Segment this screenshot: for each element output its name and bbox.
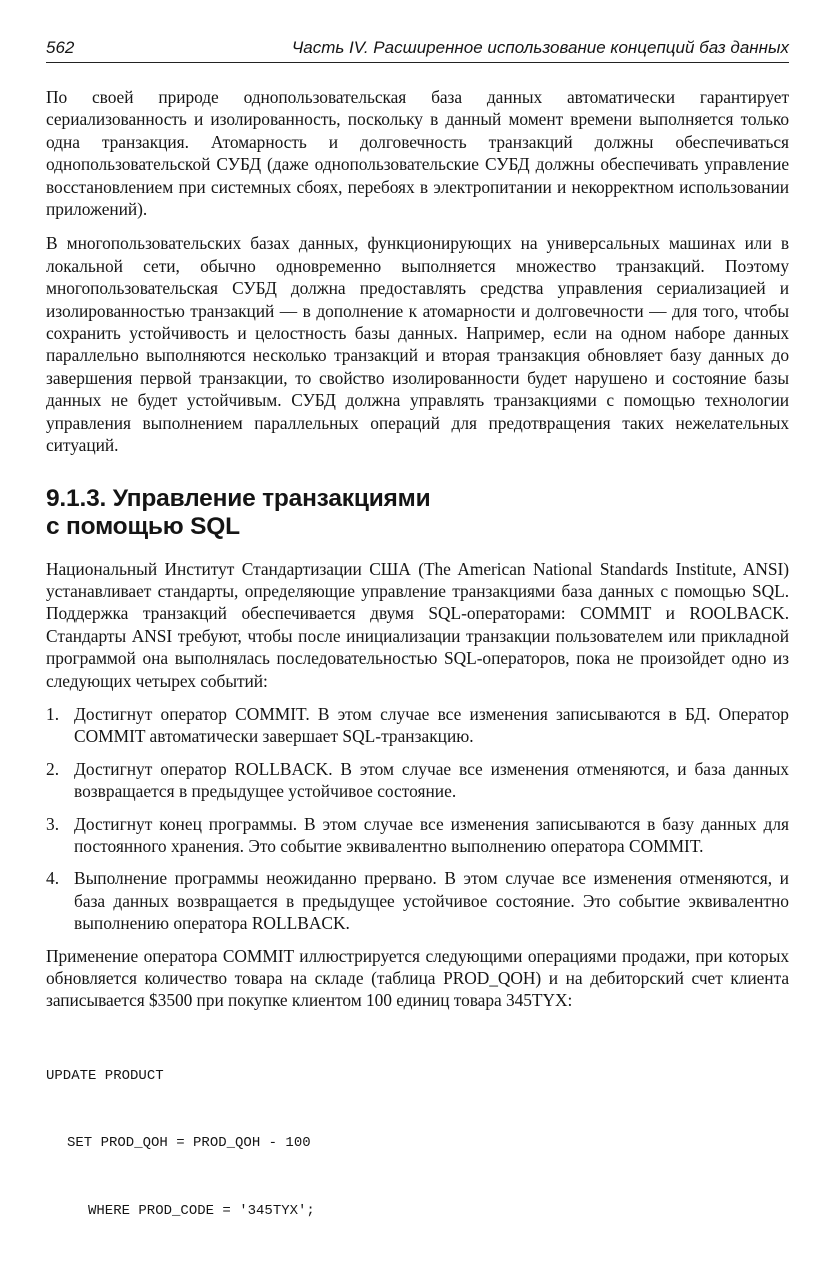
code-line: SET PROD_QOH = PROD_QOH - 100 [67, 1135, 311, 1152]
paragraph-multi-user: В многопользовательских базах данных, функционирующих на универсальных машинах или в локальной сети, обычно одновременно выполняется множество транзакций. Поэтому многопользовательская СУБД должна предоставлять средства управления сериализацией и изолированностью транзакций — в дополнение к атомарности и долговечности — для того, чтобы сохранить устойчивость и целостность базы данных. Например, если на одном наборе данных параллельно выполняются несколько транзакций и вторая транзакция обновляет базу данных до завершения первой транзакции, то свойство изолированности будет нарушено и состояние базы данных не будет устойчивым. СУБД должна управлять транзакциями с помощью технологии управления выполнением параллельных операций для предотвращения таких нежелательных ситуаций. [46, 233, 789, 456]
section-heading [46, 485, 789, 541]
list-item-text: Достигнут конец программы. В этом случае все изменения записываются в базу данных для постоянного хранения. Это событие эквивалентно выполнению оператора COMMIT. [74, 813, 789, 856]
list-item [46, 813, 789, 858]
list-item-text: Достигнут оператор ROLLBACK. В этом случае все изменения отменяются, и база данных возвращается в предыдущее устойчивое состояние. [74, 758, 789, 802]
page-body [46, 86, 789, 1267]
list-item-number: 1. [46, 703, 60, 724]
list-item [46, 758, 789, 803]
list-item-text: Выполнение программы неожиданно прервано. В этом случае все изменения отменяются, и база данных возвращается в предыдущее устойчивое состояние. Это событие эквивалентно выполнению оператора ROLLBACK. [74, 868, 789, 934]
events-list [46, 703, 789, 935]
list-item-number: 4. [46, 868, 60, 889]
list-item [46, 703, 789, 748]
list-item-text: Достигнут оператор COMMIT. В этом случае все изменения записываются в БД. Оператор COMMIT автоматически завершает SQL-транзакцию. [74, 703, 789, 747]
paragraph-single-user: По своей природе однопользовательская база данных автоматически гарантирует сериализованность и изолированность, поскольку в данный момент времени выполняется только одна транзакция. Атомарность и долговечность транзакций должны обеспечиваться однопользовательской СУБД (даже однопользовательские СУБД должны обеспечивать управление восстановлением при системных сбоях, перебоях в электропитании и некорректном использовании приложений). [46, 87, 789, 220]
list-item-number: 3. [46, 813, 60, 834]
list-item-number: 2. [46, 758, 60, 779]
section-heading-line2: с помощью SQL [46, 512, 240, 540]
paragraph-commit-example: Применение оператора COMMIT иллюстрируется следующими операциями продажи, при которых обновляется количество товара на складе (таблица PROD_QOH) и на дебиторский счет клиента записывается $3500 при покупке клиентом 100 единиц товара 345TYX: [46, 945, 789, 1011]
page-number: 562 [46, 38, 75, 57]
paragraph-ansi: Национальный Институт Стандартизации США (The American National Standards Institute, ANSI) устанавливает стандарты, определяющие управление транзакциями база данных с помощью SQL. Поддержка транзакций обеспечивается двумя SQL-операторами: COMMIT и ROOLBACK. Стандарты ANSI требуют, чтобы после инициализации транзакции пользователем или прикладной программой она выполнялась последовательностью SQL-операторов, пока не произойдет одно из следующих четырех событий: [46, 558, 790, 691]
section-heading-line1: 9.1.3. Управление транзакциями [46, 484, 431, 512]
code-block [46, 1020, 789, 1267]
list-item [46, 867, 789, 934]
code-line: WHERE PROD_CODE = '345TYX'; [88, 1202, 315, 1219]
code-line: UPDATE PRODUCT [46, 1067, 164, 1084]
running-header [46, 34, 789, 63]
running-title: Часть IV. Расширенное использование концепций баз данных [291, 38, 789, 57]
